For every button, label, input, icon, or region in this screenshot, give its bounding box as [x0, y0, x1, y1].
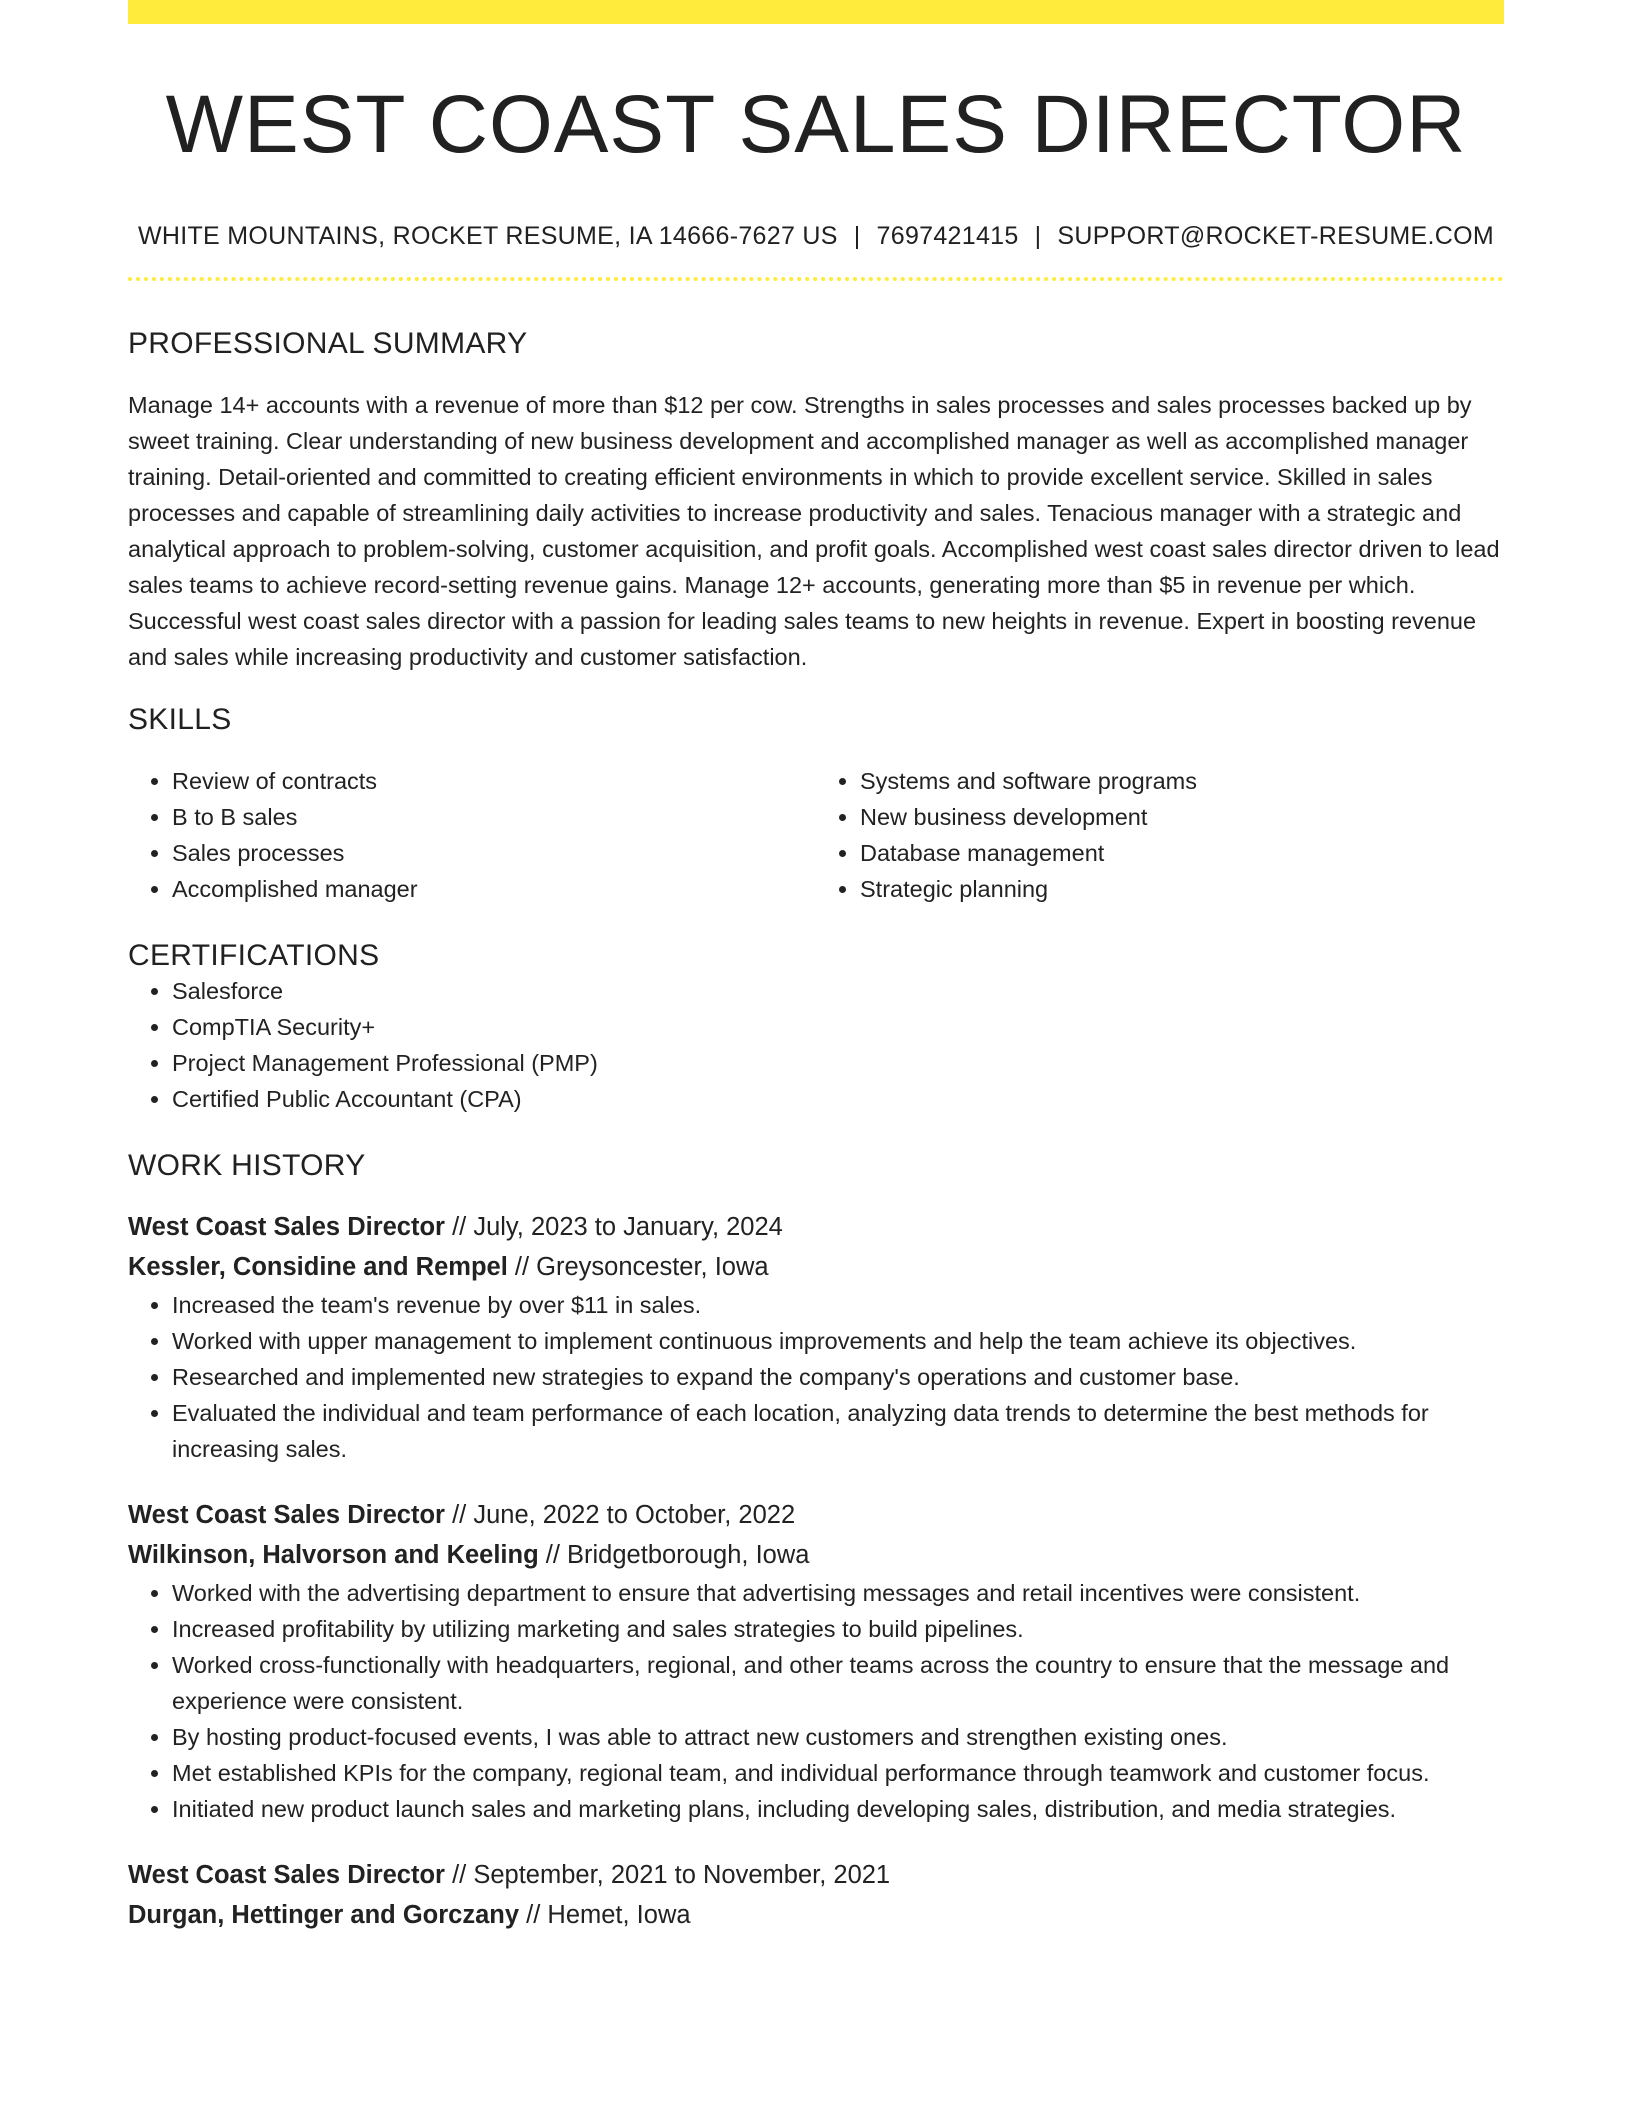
contact-separator: | — [853, 222, 861, 251]
job-bullet: • Increased the team's revenue by over $11 in sales. — [172, 1287, 1504, 1323]
skill-item: • Strategic planning — [860, 871, 1504, 907]
skill-item: • Accomplished manager — [172, 871, 816, 907]
job-bullet: • Worked with upper management to implement continuous improvements and help the team achieve its objectives. — [172, 1323, 1504, 1359]
resume-page — [128, 0, 1504, 1935]
contact-separator: | — [1034, 222, 1042, 251]
job-company-line — [128, 1895, 1504, 1935]
job-bullets — [128, 1575, 1504, 1827]
job-bullet: • Met established KPIs for the company, regional team, and individual performance through teamwork and customer focus. — [172, 1755, 1504, 1791]
contact-line — [128, 222, 1504, 251]
skill-item: • B to B sales — [172, 799, 816, 835]
job-role-line — [128, 1207, 1504, 1247]
contact-address: WHITE MOUNTAINS, ROCKET RESUME, IA 14666-7627 US — [137, 222, 838, 251]
skills-list — [128, 763, 1504, 907]
skills-column-left — [128, 763, 816, 907]
contact-phone: 7697421415 — [876, 222, 1019, 251]
skill-item: • Review of contracts — [172, 763, 816, 799]
skill-item: • Database management — [860, 835, 1504, 871]
job-bullet: • Worked cross-functionally with headquarters, regional, and other teams across the country to ensure that the message and experience were consistent. — [172, 1647, 1504, 1719]
certification-item: • Salesforce — [172, 973, 1504, 1009]
job-company: Durgan, Hettinger and Gorczany — [128, 1901, 520, 1930]
job-bullet: • Increased profitability by utilizing marketing and sales strategies to build pipelines. — [172, 1611, 1504, 1647]
summary-text: Manage 14+ accounts with a revenue of more than $12 per cow. Strengths in sales processes and sales processes backed up by sweet training. Clear understanding of new business development and accomplished manager as well as accomplished manager training. Detail-oriented and committed to creating efficient environments in which to provide excellent service. Skilled in sales processes and capable of streamlining daily activities to increase productivity and sales. Tenacious manager with a strategic and analytical approach to problem-solving, customer acquisition, and profit goals. Accomplished west coast sales director driven to lead sales teams to achieve record-setting revenue gains. Manage 12+ accounts, generating more than $5 in revenue per which. Successful west coast sales director with a passion for leading sales teams to new heights in revenue. Expert in boosting revenue and sales while increasing productivity and customer satisfaction. — [128, 392, 1500, 671]
job-dates: // July, 2023 to January, 2024 — [452, 1213, 783, 1242]
job-bullets — [128, 1287, 1504, 1467]
job-entry — [128, 1207, 1504, 1467]
skill-item: • New business development — [860, 799, 1504, 835]
job-role: West Coast Sales Director — [128, 1501, 445, 1530]
job-bullet: • Researched and implemented new strategies to expand the company's operations and customer base. — [172, 1359, 1504, 1395]
job-role: West Coast Sales Director — [128, 1861, 445, 1890]
job-bullet: • Initiated new product launch sales and marketing plans, including developing sales, distribution, and media strategies. — [172, 1791, 1504, 1827]
skill-item: • Sales processes — [172, 835, 816, 871]
certification-item: • CompTIA Security+ — [172, 1009, 1504, 1045]
job-dates: // September, 2021 to November, 2021 — [452, 1861, 891, 1890]
resume-title: WEST COAST SALES DIRECTOR — [165, 79, 1467, 170]
job-dates: // June, 2022 to October, 2022 — [452, 1501, 796, 1530]
certification-item: • Certified Public Accountant (CPA) — [172, 1081, 1504, 1117]
certifications-heading: CERTIFICATIONS — [128, 939, 380, 973]
job-role-line — [128, 1495, 1504, 1535]
job-company-line — [128, 1535, 1504, 1575]
job-location: // Bridgetborough, Iowa — [545, 1541, 810, 1570]
top-accent-bar — [128, 0, 1504, 24]
job-role: West Coast Sales Director — [128, 1213, 445, 1242]
job-location: // Greysoncester, Iowa — [514, 1253, 769, 1282]
header-divider — [128, 277, 1504, 281]
job-entry — [128, 1495, 1504, 1827]
skills-column-right — [816, 763, 1504, 907]
job-company: Wilkinson, Halvorson and Keeling — [128, 1541, 539, 1570]
certifications-list — [128, 973, 1504, 1117]
job-location: // Hemet, Iowa — [526, 1901, 691, 1930]
summary-heading: PROFESSIONAL SUMMARY — [128, 327, 528, 361]
job-company: Kessler, Considine and Rempel — [128, 1253, 508, 1282]
skill-item: • Systems and software programs — [860, 763, 1504, 799]
job-bullet: • Evaluated the individual and team performance of each location, analyzing data trends to determine the best methods for increasing sales. — [172, 1395, 1504, 1467]
job-role-line — [128, 1855, 1504, 1895]
job-bullet: • By hosting product-focused events, I was able to attract new customers and strengthen existing ones. — [172, 1719, 1504, 1755]
job-company-line — [128, 1247, 1504, 1287]
contact-email: SUPPORT@ROCKET-RESUME.COM — [1057, 222, 1495, 251]
job-entry — [128, 1855, 1504, 1935]
work-history-heading: WORK HISTORY — [128, 1149, 366, 1183]
skills-heading: SKILLS — [128, 703, 232, 737]
certification-item: • Project Management Professional (PMP) — [172, 1045, 1504, 1081]
job-bullet: • Worked with the advertising department to ensure that advertising messages and retail incentives were consistent. — [172, 1575, 1504, 1611]
